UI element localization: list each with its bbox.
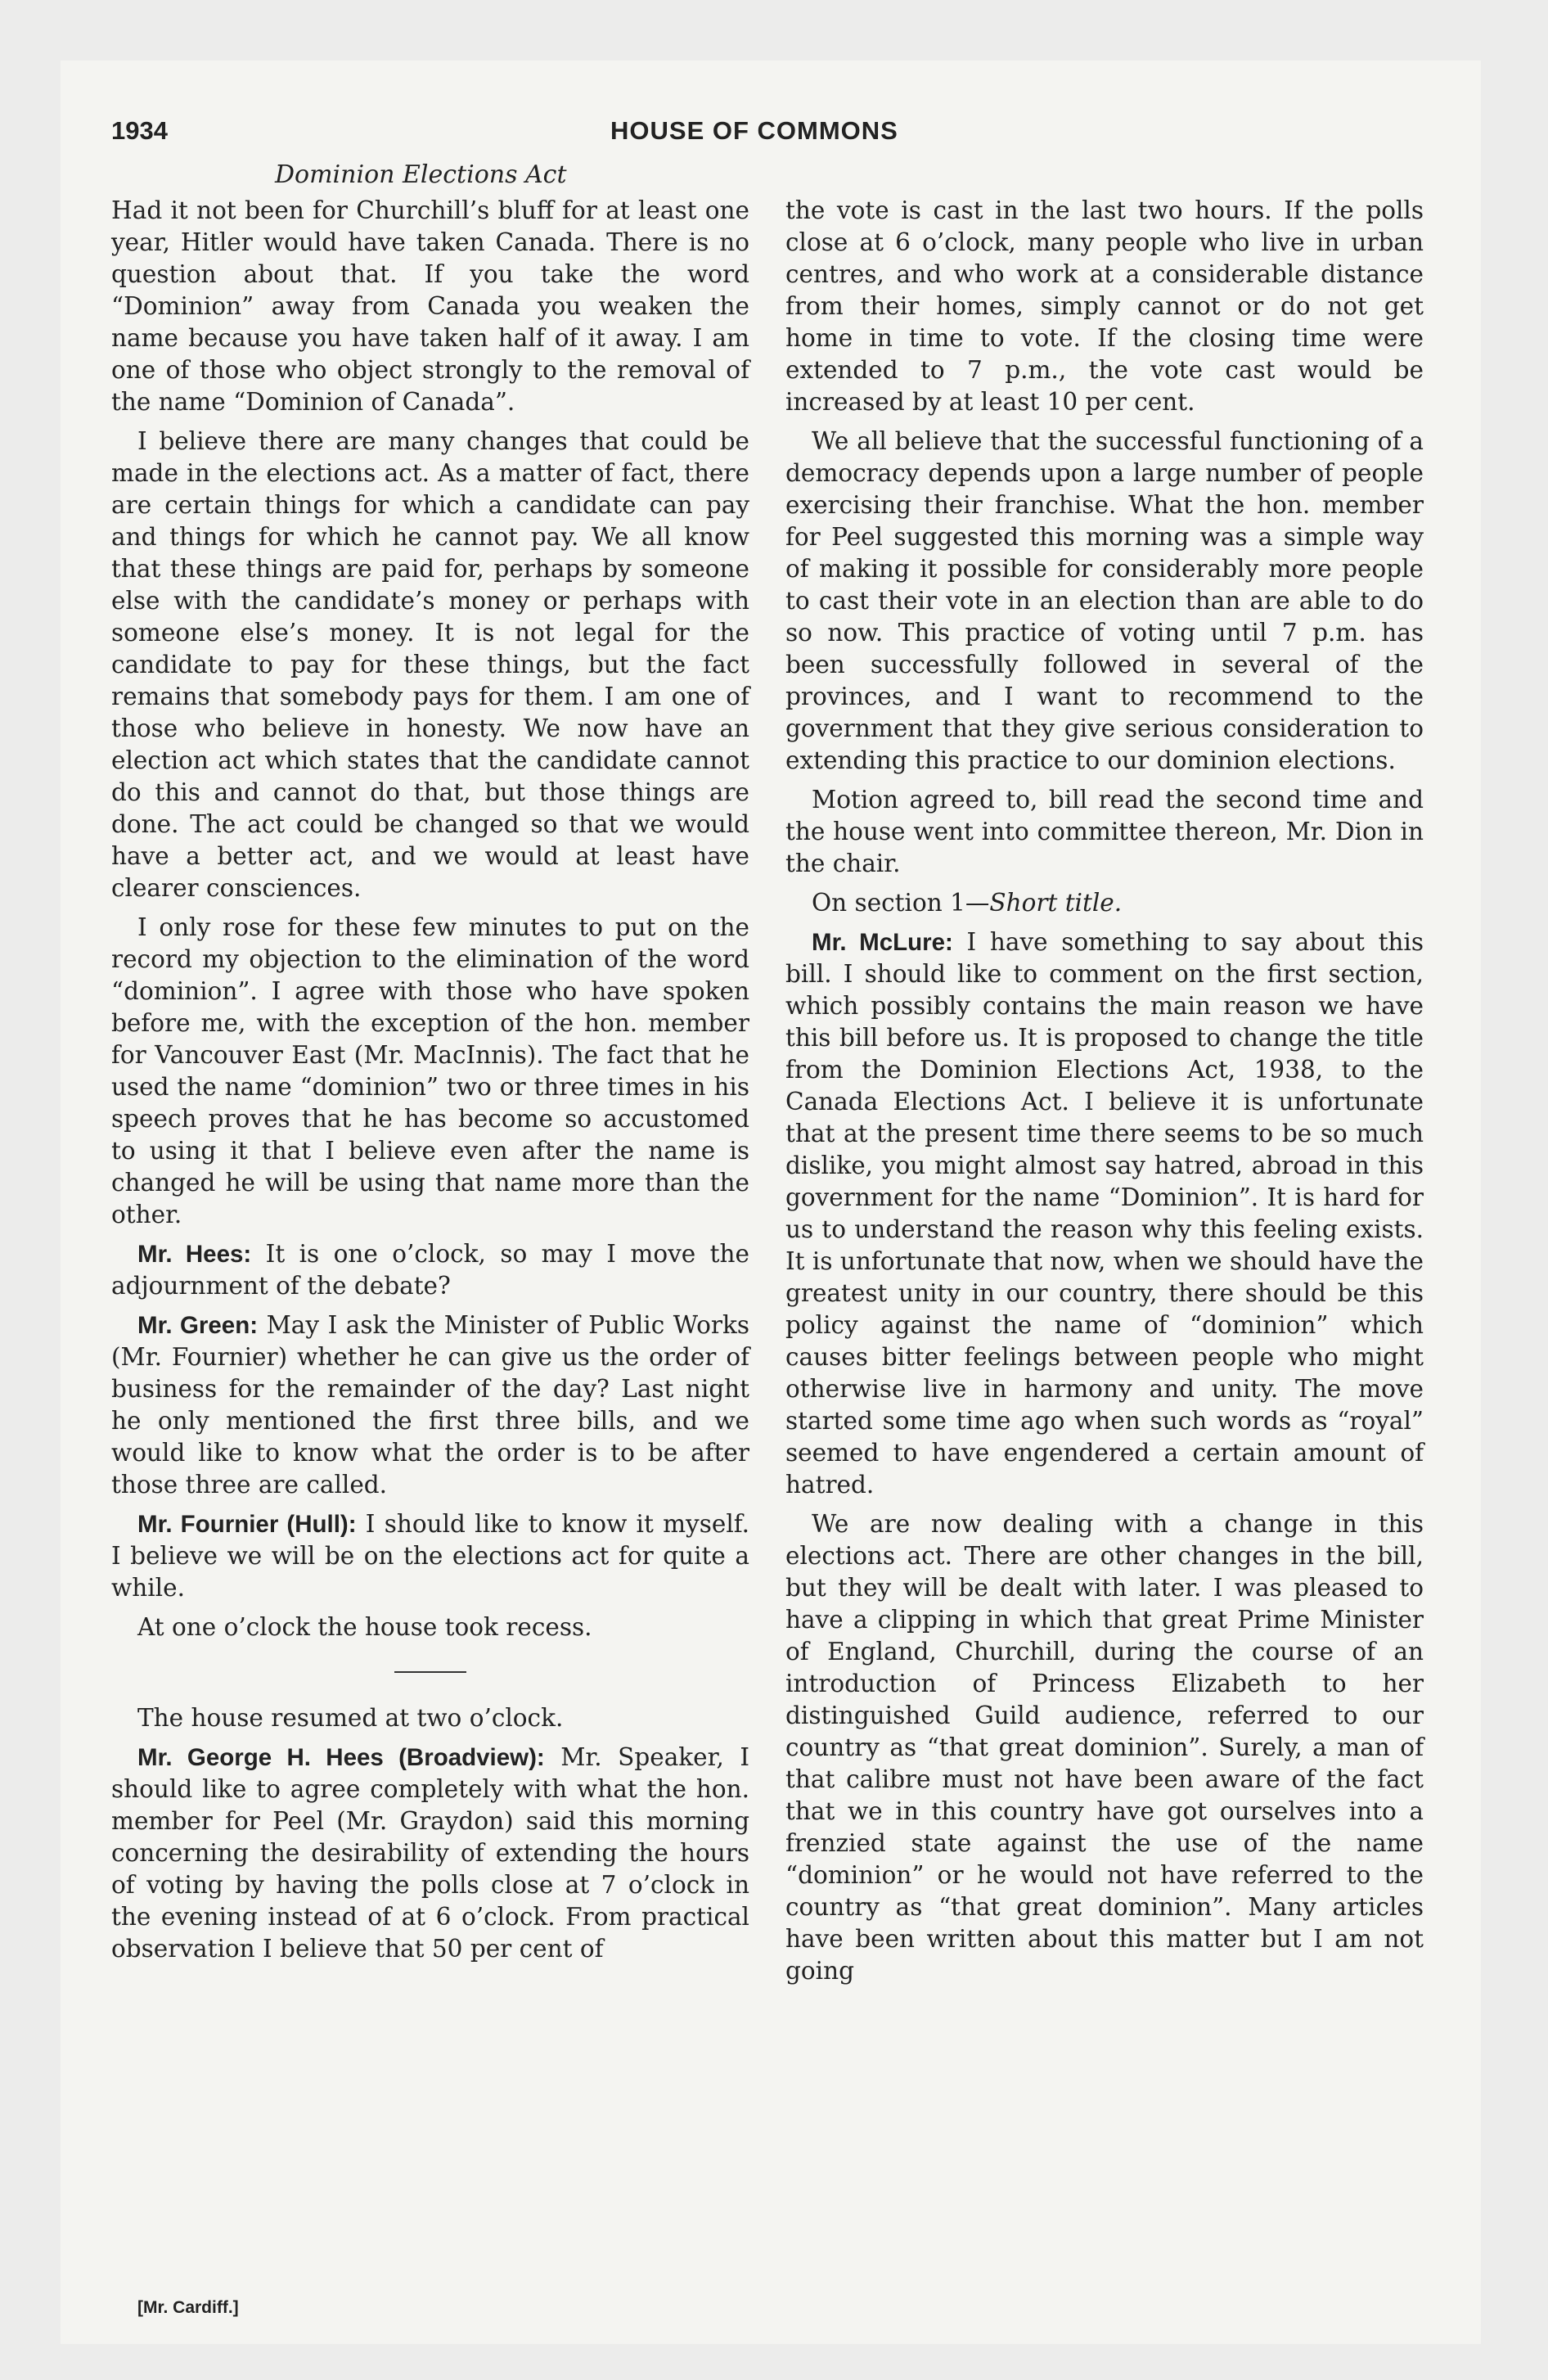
section-divider bbox=[394, 1671, 466, 1673]
speech-hees-broadview bbox=[111, 1742, 749, 1965]
right-column bbox=[785, 195, 1424, 1995]
page-number: 1934 bbox=[111, 116, 168, 145]
speaker-name: Mr. Hees: bbox=[137, 1241, 252, 1268]
speaker-name: Mr. McLure: bbox=[812, 929, 953, 956]
speaker-name: Mr. Green: bbox=[137, 1312, 259, 1339]
procedural-note: The house resumed at two o’clock. bbox=[137, 1704, 564, 1732]
speech-fournier bbox=[111, 1508, 749, 1604]
paragraph: We all believe that the successful functioning of a democracy depends upon a large number of people exercising their franchise. What the hon. member for Peel suggested this morning was a simple way of making it possible for considerably more people to cast their vote in an election than are able to do so now. This practice of voting until 7 p.m. has been successfully followed in several of the provinces, and I want to recommend to the government that they give serious consideration to extending this practice to our dominion elections. bbox=[785, 427, 1424, 774]
speech-mclure bbox=[785, 926, 1424, 1501]
speech-text: Mr. Speaker, I should like to agree completely with what the hon. member for Peel (Mr. Graydon) said this morning concerning the desirability of extending the hours of voting by having the polls close at 7 o’clock in the evening instead of at 6 o’clock. From practical observation I believe that 50 per cent of bbox=[111, 1743, 749, 1963]
paragraph: Had it not been for Churchill’s bluff for at least one year, Hitler would have taken Canada. There is no question about that. If you take the word “Dominion” away from Canada you weaken the name because you have taken half of it away. I am one of those who object strongly to the removal of the name “Dominion of Canada”. bbox=[111, 196, 749, 416]
left-column bbox=[111, 195, 749, 1972]
paragraph: I believe there are many changes that could be made in the elections act. As a matter of fact, there are certain things for which a candidate can pay and things for which he cannot pay. We all know that these things are paid for, perhaps by someone else with the candidate’s money or perhaps with someone else’s money. It is not legal for the candidate to pay for these things, but the fact remains that somebody pays for them. I am one of those who believe in honesty. We now have an election act which states that the candidate cannot do this and cannot do that, but those things are done. The act could be changed so that we would have a better act, and we would at least have clearer consciences. bbox=[111, 427, 749, 902]
hansard-page bbox=[61, 61, 1481, 2344]
speech-hees bbox=[111, 1238, 749, 1302]
section-title: Short title. bbox=[989, 889, 1123, 917]
page-header bbox=[111, 116, 1430, 157]
speaker-name: Mr. George H. Hees (Broadview): bbox=[137, 1744, 545, 1771]
running-head: Dominion Elections Act bbox=[275, 160, 567, 189]
paragraph: the vote is cast in the last two hours. If the polls close at 6 o’clock, many people who live in urban centres, and who work at a considerable distance from their homes, simply cannot or do not get home in time to vote. If the closing time were extended to 7 p.m., the vote cast would be increased by at least 10 per cent. bbox=[785, 196, 1424, 416]
section-heading bbox=[785, 887, 1424, 919]
speech-text: I have something to say about this bill. I should like to comment on the first section, which possibly contains the main reason we have this bill before us. It is proposed to change the title from the Dominion Elections Act, 1938, to the Canada Elections Act. I believe it is unfortunate that at the present time there seems to be so much dislike, you might almost say hatred, abroad in this government for the name “Dominion”. It is hard for us to understand the reason why this feeling exists. It is unfortunate that now, when we should have the greatest unity in our country, there should be this policy against the name of “dominion” which causes bitter feelings between people who might otherwise live in harmony and unity. The move started some time ago when such words as “royal” seemed to have engendered a certain amount of hatred. bbox=[785, 928, 1424, 1499]
paragraph: We are now dealing with a change in this elections act. There are other changes in the bill, but they will be dealt with later. I was pleased to have a clipping in which that great Prime Minister of England, Churchill, during the course of an introduction of Princess Elizabeth to her distinguished Guild audience, referred to our country as “that great dominion”. Surely, a man of that calibre must not have been aware of the fact that we in this country have got ourselves into a frenzied state against the use of the name “dominion” or he would not have referred to the country as “that great dominion”. Many articles have been written about this matter but I am not going bbox=[785, 1510, 1424, 1985]
footer-speaker-ref: [Mr. Cardiff.] bbox=[137, 2298, 239, 2317]
speech-text: May I ask the Minister of Public Works (Mr. Fournier) whether he can give us the order of business for the remainder of the day? Last night he only mentioned the first three bills, and we would like to know what the order is to be after those three are called. bbox=[111, 1311, 749, 1499]
speaker-name: Mr. Fournier (Hull): bbox=[137, 1511, 357, 1538]
speech-text: I should like to know it myself. I believe we will be on the elections act for quite a while. bbox=[111, 1510, 749, 1602]
speech-green bbox=[111, 1309, 749, 1501]
page-title: HOUSE OF COMMONS bbox=[610, 116, 898, 145]
procedural-note: Motion agreed to, bill read the second time and the house went into committee thereon, Mr. Dion in the chair. bbox=[785, 786, 1424, 877]
section-prefix: On section 1— bbox=[812, 889, 990, 917]
paragraph: I only rose for these few minutes to put on the record my objection to the elimination of the word “dominion”. I agree with those who have spoken before me, with the exception of the hon. member for Vancouver East (Mr. MacInnis). The fact that he used the name “dominion” two or three times in his speech proves that he has become so accustomed to using it that I believe even after the name is changed he will be using that name more than the other. bbox=[111, 913, 749, 1228]
speech-text: It is one o’clock, so may I move the adjournment of the debate? bbox=[111, 1240, 749, 1300]
procedural-note: At one o’clock the house took recess. bbox=[137, 1613, 592, 1641]
